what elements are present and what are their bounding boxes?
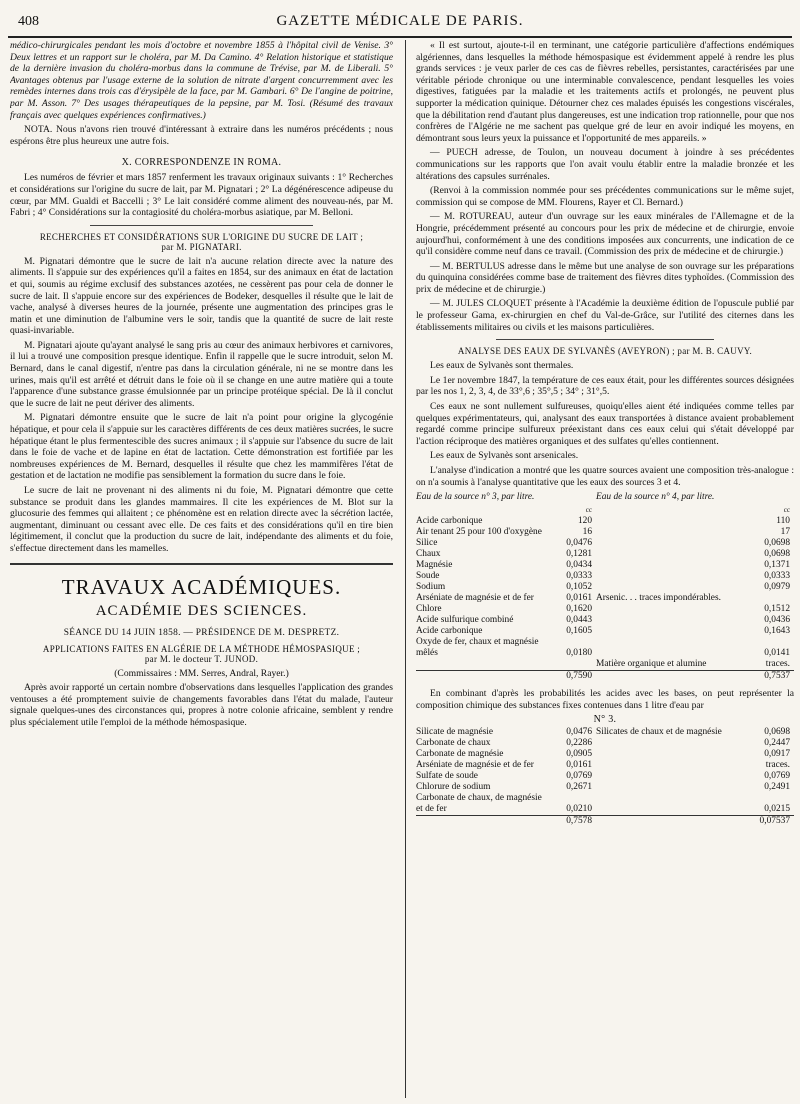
row-value: 0,0434 xyxy=(566,560,592,571)
left-column xyxy=(10,40,393,1098)
table-row xyxy=(416,582,794,593)
row-value: 0,1605 xyxy=(566,626,592,637)
row-label: Chlore xyxy=(416,604,442,615)
row-label: Magnésie xyxy=(416,560,453,571)
paragraph: « Il est surtout, ajoute-t-il en terminant, une catégorie particulière d'affections endémiques algériennes, dans lesquelles la méthode hémospasique est évidemment appelé à rendre les plus grands services : je veux parler de ces cas de fièvres rebelles, persistantes, caractérisées par une véritable période chronique ou une interminable convalescence, pendant lesquelles les voies digestives, fatiguées par la maladie et les traitements actifs et prolongés, ne peuvent plus supporter la médication quinique. Détourner chez ces malades épuisés les congestions viscérales, que la débilitation rend d'autant plus dangereuses, est une indication trop rationnelle, pour que nos confrères de l'Algérie ne me sachent pas quelque gré de leur en avoir indiqué les moyens, en démontrant sous leurs yeux la puissance et l'opportunité de mes appareils. » xyxy=(416,40,794,144)
paragraph: En combinant d'après les probabilités les acides avec les bases, on peut représenter la composition chimique des substances fixes contenues dans 1 litre d'eau par xyxy=(416,688,794,711)
row-label xyxy=(596,738,736,749)
section-subtitle: ACADÉMIE DES SCIENCES. xyxy=(95,602,308,619)
divider xyxy=(496,339,714,340)
paragraph: M. Pignatari ajoute qu'ayant analysé le sang pris au cœur des animaux herbivores et carnivores, il lui a trouvé une composition presque identique. Enfin il rappelle que le sucre introduit, selon M. Bernard, dans le canal digestif, n'entre pas dans la circulation générale, ni ne se montre dans les urines, mais qu'il est arrêté et détruit dans le foie où il se change en une autre matière qui a toute l'apparence d'une substance grasse émulsionnée par un principe protéique spécial. De là il conclut que le sucre de lait ne peut dériver des aliments. xyxy=(10,339,393,409)
composition-table xyxy=(416,727,794,827)
row-value: 0,0769 xyxy=(764,771,790,782)
row-value: 110 xyxy=(776,516,790,527)
row-value: 0,1052 xyxy=(566,582,592,593)
row-label: Carbonate de chaux xyxy=(416,738,491,749)
table-row xyxy=(416,793,794,816)
row-label: Silice xyxy=(416,538,438,549)
row-label xyxy=(596,793,736,816)
row-value: 0,0180 xyxy=(566,648,592,659)
paragraph: — PUECH adresse, de Toulon, un nouveau document à joindre à ses précédentes communications sur les rapports que l'on avait voulu établir entre la maladie bronzée et les altérations des capsules surrénales. xyxy=(416,147,794,182)
row-label: Air tenant 25 pour 100 d'oxygène xyxy=(416,527,542,538)
total-source4: 0,07537 xyxy=(736,816,794,828)
table-subheading: N° 3. xyxy=(593,714,617,726)
row-label: Soude xyxy=(416,571,440,582)
row-value: 0,1371 xyxy=(764,560,790,571)
row-label: Sodium xyxy=(416,582,446,593)
row-label xyxy=(596,637,736,659)
row-value: 0,0979 xyxy=(764,582,790,593)
table-row xyxy=(416,771,794,782)
table-row xyxy=(416,560,794,571)
paragraph: — M. JULES CLOQUET présente à l'Académie la deuxième édition de l'opuscule publié par le professeur Gama, ex-chirurgien en chef du Val-de-Grâce, sur l'utilité des citernes dans les établissements militaires ou civils et les maisons particulières. xyxy=(416,298,794,333)
table-row xyxy=(416,527,794,538)
table-row xyxy=(416,571,794,582)
row-value: 0,0698 xyxy=(764,549,790,560)
row-value xyxy=(544,659,596,671)
row-value: 0,0333 xyxy=(764,571,790,582)
table-row xyxy=(416,615,794,626)
row-label xyxy=(416,659,544,671)
divider xyxy=(90,225,313,226)
analysis-table xyxy=(416,492,794,682)
paragraph: Ces eaux ne sont nullement sulfureuses, quoiqu'elles aient été indiquées comme telles par quelques expérimentateurs, qui, analysant des eaux transportées à distance avaient probablement regardé comme principe sulfureux préexistant dans ces eaux celui qui s'était développé par l'action réciproque des matières organiques et des sulfates qu'elles contiennent. xyxy=(416,401,794,447)
table-row xyxy=(416,738,794,749)
columns xyxy=(8,40,792,1098)
row-value: 0,0905 xyxy=(566,749,592,760)
row-value: 17 xyxy=(780,527,790,538)
row-label: Acide carbonique xyxy=(416,626,483,637)
row-value: traces. xyxy=(765,760,790,771)
row-value xyxy=(736,593,794,604)
row-value: 0,1512 xyxy=(764,604,790,615)
row-label xyxy=(596,571,736,582)
paragraph: Les eaux de Sylvanès sont thermales. xyxy=(430,360,574,372)
table-row xyxy=(416,626,794,637)
row-label: Carbonate de magnésie xyxy=(416,749,504,760)
row-value: 16 xyxy=(582,527,592,538)
commissioners: (Commissaires : MM. Serres, Andral, Rayer.) xyxy=(114,667,289,679)
right-column xyxy=(416,40,794,1098)
table-row xyxy=(416,593,794,604)
total-source4: 0,7537 xyxy=(736,671,794,683)
row-value: 0,0161 xyxy=(566,760,592,771)
row-value: 0,2286 xyxy=(566,738,592,749)
table-row xyxy=(416,604,794,615)
row-label xyxy=(596,582,736,593)
row-label: Arséniate de magnésie et de fer xyxy=(416,760,534,771)
row-value: 0,2671 xyxy=(566,782,592,793)
row-label xyxy=(596,615,736,626)
article-author: par M. le docteur T. JUNOD. xyxy=(144,653,259,664)
row-value: 0,0443 xyxy=(566,615,592,626)
paragraph: Le sucre de lait ne provenant ni des aliments ni du foie, M. Pignatari démontre que cette substance se produit dans les glandes mammaires. Il cite les expériences de M. Blot sur la glucosurie des femmes qui allaitent ; ce phénomène est en relation directe avec la sécrétion lactée, augmentant, diminuant ou cessant avec elle. De ces faits et des considérations qu'il en tire bien légitimement, il conclut que la production du sucre de lait, indépendante des aliments et du foie, s'effectue directement dans les mamelles. xyxy=(10,485,393,554)
table-row xyxy=(416,749,794,760)
table-header-source4: Eau de la source n° 4, par litre. xyxy=(596,492,715,503)
row-label: Sulfate de soude xyxy=(416,771,478,782)
row-value: 0,0698 xyxy=(764,727,790,738)
row-label xyxy=(596,626,736,637)
row-label: Chlorure de sodium xyxy=(416,782,491,793)
page-number: 408 xyxy=(18,14,39,29)
article-heading: APPLICATIONS FAITES EN ALGÉRIE DE LA MÉTHODE HÉMOSPASIQUE ; xyxy=(42,643,361,654)
table-header-source3: Eau de la source n° 3, par litre. xyxy=(416,492,535,503)
paragraph: (Renvoi à la commission nommée pour ses précédentes communications sur le même sujet, commission qui se compose de MM. Flourens, Rayer et Cl. Bernard.) xyxy=(416,185,794,208)
article-heading: ANALYSE DES EAUX DE SYLVANÈS (AVEYRON) ; par M. B. CAUVY. xyxy=(457,346,753,357)
table-row xyxy=(416,549,794,560)
table-total-row xyxy=(416,671,794,683)
row-label: Matière organique et alumine xyxy=(596,659,707,670)
row-label: Acide sulfurique combiné xyxy=(416,615,514,626)
paragraph: M. Pignatari démontre ensuite que le sucre de lait n'a point pour origine la glycogénie hépatique, et pour cela il s'appuie sur les caractères différents de ces deux matières sucrées, le sucre hépatique étant le plus fermentescible des sucres animaux ; il s'appuie sur l'absence du sucre de lait dans le foie de vache et de lapine en état de lactation. Cette démonstration est fortifiée par les nombreuses expériences de M. Bernard, desquelles il résulte que chez les mammifères l'état de gestation et de lactation ne modifie pas sensiblement la formation du sucre dans le foie. xyxy=(10,412,393,482)
paragraph: — M. ROTUREAU, auteur d'un ouvrage sur les eaux minérales de l'Allemagne et de la Hongrie, précédemment présenté au concours pour les prix de médecine et de chirurgie, envoie aujourd'hui, conformément à une des conditions imposées aux concurrents, une indication de ce qu'il considère comme neuf dans ce travail. (Commission des prix de médecine et de chirurgie.) xyxy=(416,211,794,258)
section-title: TRAVAUX ACADÉMIQUES. xyxy=(61,574,342,599)
row-label xyxy=(596,760,736,771)
paragraph: M. Pignatari démontre que le sucre de lait n'a aucune relation directe avec la nature des aliments. Il s'appuie sur des expériences qu'il a faites en 1854, sur des animaux en état de lactation et qui, soumis au régime exclusif des substances azotées, ne cessèrent pas pour cela de donner le sucre de lait. Il s'appuie encore sur des expériences de Bodeker, desquelles il résulte que le lait de vache, analysé à diverses heures de la journée, présente une augmentation des principes gras le matin et une diminution de l'albumine vers le soir, tandis que la quantité de sucre de lait reste quasi-invariable. xyxy=(10,255,393,337)
divider xyxy=(10,563,393,565)
page-header xyxy=(8,6,792,38)
row-label: Arsenic. . . traces impondérables. xyxy=(596,593,721,604)
row-label xyxy=(596,516,736,527)
row-value: 0,2491 xyxy=(764,782,790,793)
row-value: 0,0161 xyxy=(566,593,592,604)
table-row xyxy=(416,782,794,793)
row-value: 0,0476 xyxy=(566,727,592,738)
row-label xyxy=(596,782,736,793)
table-row xyxy=(416,538,794,549)
paragraph: médico-chirurgicales pendant les mois d'octobre et novembre 1855 à l'hôpital civil de Venise. 3° Deux lettres et un rapport sur le choléra, par M. Da Camino. 4° Relation historique et statistique de la dernière invasion du choléra-morbus dans la commune de Trévise, par M. de Liberali. 5° Avantages obtenus par l'usage externe de la solution de nitrate d'argent concurremment avec les remèdes internes dans trois cas d'érysipèle de la face, par M. Gambari. 6° De l'angine de poitrine, par M. Asson. 7° Des usages thérapeutiques de la pepsine, par M. Tosi. (Résumé des travaux français avec quelques expériences confirmatives.) xyxy=(10,40,393,121)
row-value: 0,1281 xyxy=(566,549,592,560)
table-row xyxy=(416,760,794,771)
section-heading: X. CORRESPONDENZE IN ROMA. xyxy=(121,157,282,169)
row-label: Carbonate de chaux, de magnésie et de fer xyxy=(416,793,542,815)
article-author: par M. PIGNATARI. xyxy=(161,241,242,252)
paragraph: — M. BERTULUS adresse dans le même but une analyse de son ouvrage sur les préparations du quinquina considérées comme base de traitement des fièvres dites typhoïdes. (Commission des prix de médecine et de chirurgie.) xyxy=(416,260,794,295)
row-value: 0,0917 xyxy=(764,749,790,760)
row-value: 0,0769 xyxy=(566,771,592,782)
row-label: Arséniate de magnésie et de fer xyxy=(416,593,534,604)
row-value: 0,1643 xyxy=(764,626,790,637)
row-label xyxy=(596,538,736,549)
row-label xyxy=(596,549,736,560)
row-value: 0,1620 xyxy=(566,604,592,615)
paragraph: Les numéros de février et mars 1857 renferment les travaux originaux suivants : 1° Recherches et considérations sur l'origine du sucre de lait, par M. Pignatari ; 2° La dégénérescence adipeuse du cœur, par MM. Gualdi et Baccelli ; 3° Le lait considéré comme aliment des nouveau-nés, par M. Fabri ; 4° Considérations sur la contagiosité du choléra-morbus asiatique, par M. Belloni. xyxy=(10,172,393,219)
journal-title: GAZETTE MÉDICALE DE PARIS. xyxy=(276,13,524,29)
row-value: 0,2447 xyxy=(764,738,790,749)
row-value: 0,0333 xyxy=(566,571,592,582)
table-row xyxy=(416,659,794,671)
row-value: 120 xyxy=(577,516,592,527)
row-label xyxy=(596,527,736,538)
row-value: 0,0210 xyxy=(566,804,592,815)
session-line: SÉANCE DU 14 JUIN 1858. — PRÉSIDENCE DE M. DESPRETZ. xyxy=(63,627,340,638)
table-total-row xyxy=(416,816,794,828)
total-source3: 0,7578 xyxy=(544,816,596,828)
total-source3: 0,7590 xyxy=(544,671,596,683)
row-label: Oxyde de fer, chaux et magnésie mêlés xyxy=(416,637,539,659)
row-value: 0,0436 xyxy=(764,615,790,626)
row-label xyxy=(596,604,736,615)
row-value: 0,0698 xyxy=(764,538,790,549)
row-label xyxy=(596,560,736,571)
table-row xyxy=(416,637,794,659)
unit-label: cc xyxy=(783,506,790,515)
row-value: traces. xyxy=(765,659,790,670)
row-label: Chaux xyxy=(416,549,441,560)
article-heading: RECHERCHES ET CONSIDÉRATIONS SUR L'ORIGINE DU SUCRE DE LAIT ; xyxy=(39,231,364,242)
paragraph: L'analyse d'indication a montré que les quatre sources avaient une composition très-analogue : on n'a soumis à l'analyse quantitative que les eaux des sources 3 et 4. xyxy=(416,465,794,488)
paragraph: Le 1er novembre 1847, la température de ces eaux était, pour les différentes sources désignées par les nos 1, 2, 3, 4, de 33°,6 ; 35°,5 ; 34° ; 31°,5. xyxy=(416,374,794,398)
table-row xyxy=(416,516,794,527)
row-value: 0,0476 xyxy=(566,538,592,549)
row-value: 0,0215 xyxy=(764,804,790,815)
paragraph: Après avoir rapporté un certain nombre d'observations dans lesquelles l'application des grandes ventouses a été promptement suivie de changements favorables dans l'état du malade, l'auteur signale quelques-unes des circonstances qui, propres à notre colonie africaine, semblent y rendre plus spécialement utile l'emploi de la méthode hémospasique. xyxy=(10,682,393,728)
table-row xyxy=(416,727,794,738)
paragraph: NOTA. Nous n'avons rien trouvé d'intéressant à extraire dans les numéros précédents ; nous espérons être plus heureux une autre fois. xyxy=(10,124,393,147)
row-label: Silicates de chaux et de magnésie xyxy=(596,727,722,738)
row-label: Acide carbonique xyxy=(416,516,483,527)
paragraph: Les eaux de Sylvanès sont arsenicales. xyxy=(430,450,579,462)
row-label: Silicate de magnésie xyxy=(416,727,494,738)
unit-label: cc xyxy=(585,506,592,515)
row-label xyxy=(596,771,736,782)
column-rule xyxy=(405,40,406,1098)
row-label xyxy=(596,749,736,760)
row-value: 0,0141 xyxy=(764,648,790,659)
